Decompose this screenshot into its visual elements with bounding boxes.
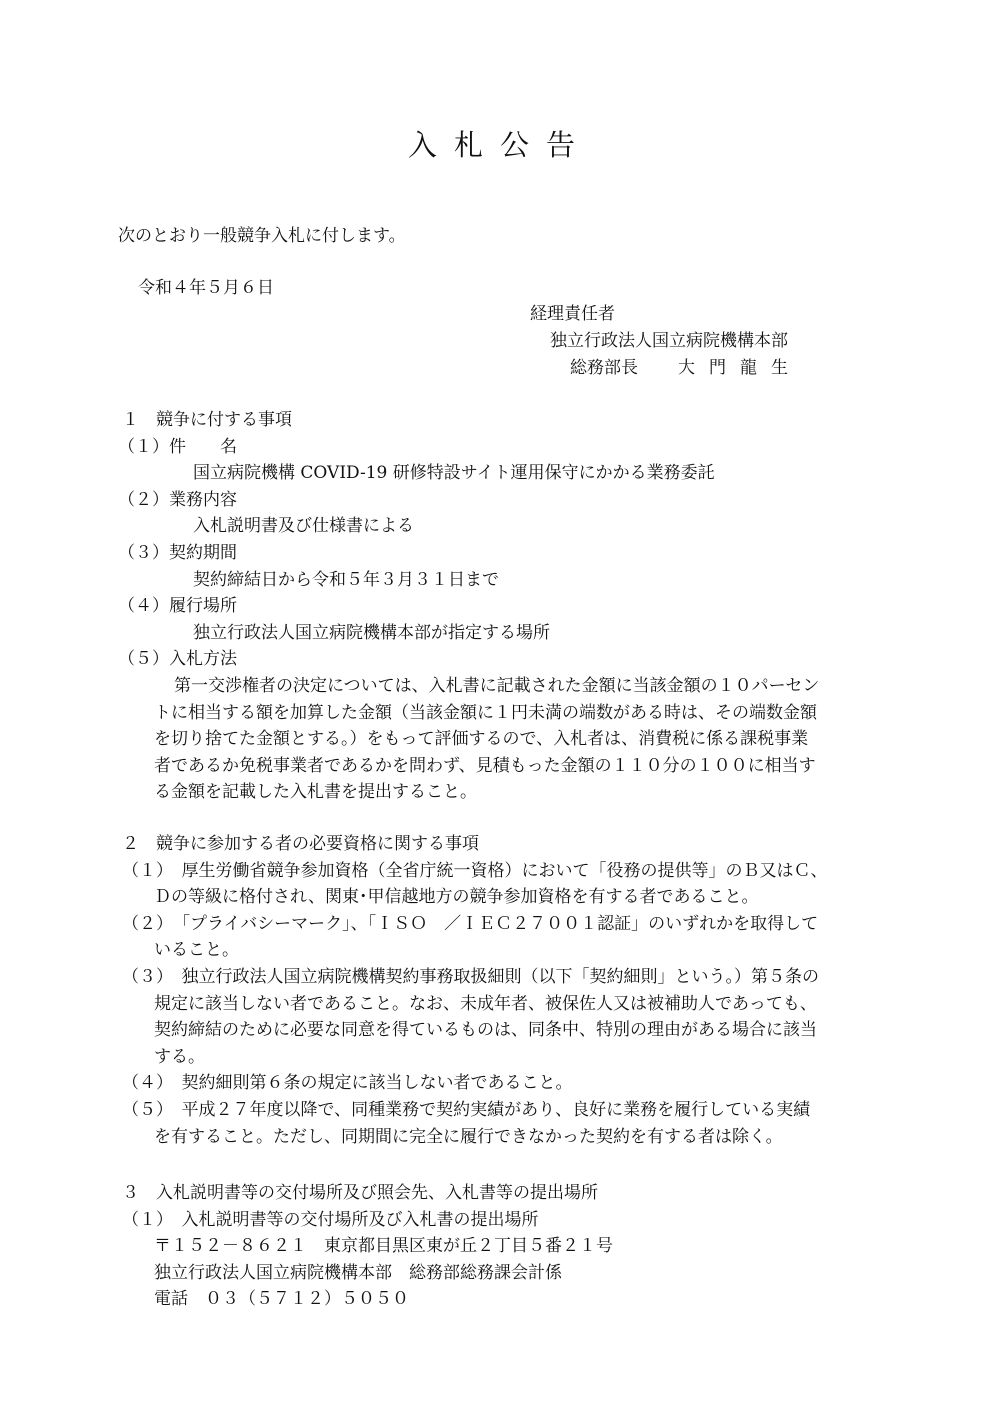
qualification-item: （５） 平成２７年度以降で、同種業務で契約実績があり、良好に業務を履行している実績 xyxy=(122,1099,811,1120)
section-heading: １ 競争に付する事項 xyxy=(122,410,292,430)
qualification-item: （２） 「プライバシーマーク」、「ＩＳＯ ／ＩＥＣ２７００１認証」のいずれかを取得して xyxy=(122,913,819,934)
phone-number: 電話 ０３（５７１２）５０５０ xyxy=(154,1289,409,1310)
qualification-cont: 契約締結のために必要な同意を得ているものは、同条中、特別の理由がある場合に該当 xyxy=(154,1020,817,1041)
item-label: （１） 入札説明書等の交付場所及び入札書の提出場所 xyxy=(122,1209,539,1230)
item-label: （２）業務内容 xyxy=(118,489,237,510)
item-label: （１）件 名 xyxy=(118,436,237,457)
section-2 xyxy=(0,831,1000,1150)
signatory-role: 経理責任者 xyxy=(530,304,615,324)
qualification-cont: 規定に該当しない者であること。なお、未成年者、被保佐人又は被補助人であっても、 xyxy=(154,993,817,1014)
section-heading: ３ 入札説明書等の交付場所及び照会先、入札書等の提出場所 xyxy=(122,1183,598,1203)
qualification-cont: Ｄの等級に格付され、関東･甲信越地方の競争参加資格を有する者であること。 xyxy=(154,887,759,908)
item-label: （４）履行場所 xyxy=(118,596,237,617)
qualification-item: （４） 契約細則第６条の規定に該当しない者であること。 xyxy=(122,1073,573,1094)
item-label: （５）入札方法 xyxy=(118,649,237,670)
item-body: 独立行政法人国立病院機構本部が指定する場所 xyxy=(193,622,550,643)
department-name: 独立行政法人国立病院機構本部 総務部総務課会計係 xyxy=(154,1262,562,1283)
notice-date: 令和４年５月６日 xyxy=(138,278,274,298)
section-3 xyxy=(0,1180,1000,1313)
qualification-item: （３） 独立行政法人国立病院機構契約事務取扱細則（以下「契約細則」という。）第５条の xyxy=(122,966,819,987)
qualification-cont: する。 xyxy=(154,1046,205,1067)
paragraph-line: を切り捨てた金額とする。）をもって評価するので、入札者は、消費税に係る課税事業 xyxy=(154,729,809,750)
item-body: 契約締結日から令和５年３月３１日まで xyxy=(193,569,499,590)
signatory-position: 総務部長 xyxy=(570,358,638,378)
item-body: 入札説明書及び仕様書による xyxy=(193,516,414,537)
intro-text: 次のとおり一般競争入札に付します。 xyxy=(118,226,406,246)
signatory-organization: 独立行政法人国立病院機構本部 xyxy=(550,331,788,351)
item-body: 国立病院機構 COVID-19 研修特設サイト運用保守にかかる業務委託 xyxy=(193,463,715,484)
qualification-item: （１） 厚生労働省競争参加資格（全省庁統一資格）において「役務の提供等」のＢ又はＣ、 xyxy=(122,860,828,881)
item-label: （３）契約期間 xyxy=(118,542,237,563)
paragraph-line: トに相当する額を加算した金額（当該金額に１円未満の端数がある時は、その端数金額 xyxy=(154,702,817,723)
signatory-name: 大門龍生 xyxy=(678,358,802,378)
paragraph-line: る金額を記載した入札書を提出すること。 xyxy=(154,782,477,803)
qualification-cont: を有すること。ただし、同期間に完全に履行できなかった契約を有する者は除く。 xyxy=(154,1126,783,1147)
page-title: 入札公告 xyxy=(407,128,592,162)
signatory-line xyxy=(570,355,802,382)
qualification-cont: いること。 xyxy=(154,940,239,961)
section-heading: ２ 競争に参加する者の必要資格に関する事項 xyxy=(122,834,479,854)
section-1 xyxy=(0,407,1000,806)
paragraph-line: 第一交渉権者の決定については、入札書に記載された金額に当該金額の１０パーセン xyxy=(174,675,820,696)
postal-address: 〒１５２－８６２１ 東京都目黒区東が丘２丁目５番２１号 xyxy=(154,1236,613,1257)
paragraph-line: 者であるか免税事業者であるかを問わず、見積もった金額の１１０分の１００に相当す xyxy=(154,755,816,776)
